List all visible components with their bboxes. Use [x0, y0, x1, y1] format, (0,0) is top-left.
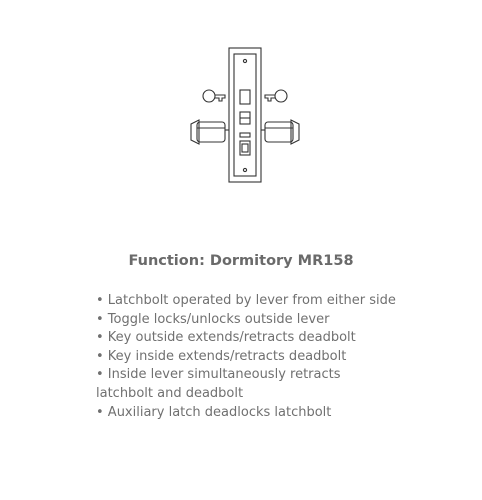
auxiliary-latch [240, 133, 250, 137]
bottom-screw [243, 168, 246, 171]
key-icon [203, 90, 225, 102]
feature-item: • Key outside extends/retracts deadbolt [96, 330, 356, 346]
key-icon [265, 90, 287, 102]
lock-schematic [185, 40, 305, 190]
feature-item: • Auxiliary latch deadlocks latchbolt [96, 404, 332, 420]
mortise-lock-diagram [185, 40, 305, 190]
feature-list [96, 292, 396, 422]
function-title: Function: Dormitory MR158 [128, 253, 354, 269]
feature-item: • Key inside extends/retracts deadbolt [96, 348, 347, 364]
deadbolt [240, 90, 250, 104]
lever-handle-icon [261, 120, 299, 144]
top-screw [243, 59, 246, 62]
feature-item: • Inside lever simultaneously retracts latchbolt and deadbolt [96, 367, 341, 401]
lever-handle-icon [191, 120, 229, 144]
feature-item: • Latchbolt operated by lever from either side [96, 293, 396, 308]
feature-item: • Toggle locks/unlocks outside lever [96, 311, 330, 327]
lock-faceplate [234, 54, 256, 176]
